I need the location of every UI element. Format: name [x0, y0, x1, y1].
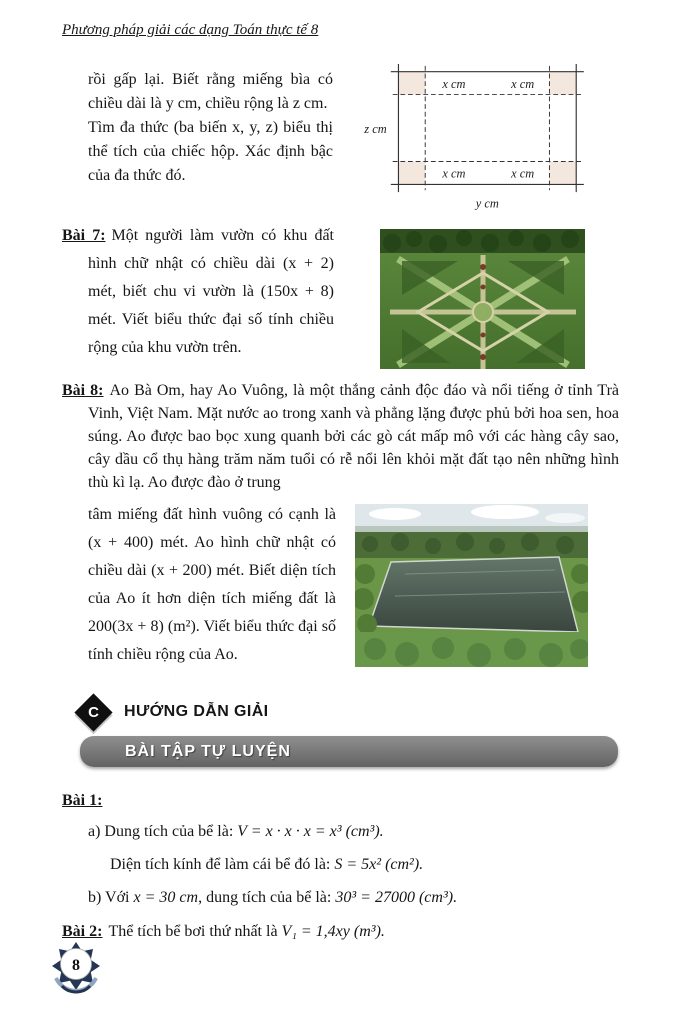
exercise-8: [62, 379, 619, 494]
page-number: 8: [72, 957, 80, 974]
solution-1-label: [62, 792, 108, 810]
practice-banner-title: BÀI TẬP TỰ LUYỆN: [125, 742, 291, 760]
solution-1b-line: [88, 889, 457, 907]
diagram-y-label: y cm: [475, 196, 499, 211]
section-c-diamond: [74, 693, 112, 731]
diagram-x-label-top-left: x cm: [442, 76, 466, 91]
solution-1-label-text: Bài 1:: [62, 792, 103, 809]
exercise-8-paragraph: [62, 379, 619, 494]
exercise-7-text: Một người làm vườn có khu đất hình chữ nhật có chiều dài (x + 2) mét, biết chu vi vườn là (150x + 8) mét. Viết biểu thức đại số tính chiều rộng của khu vườn trên.: [88, 227, 334, 356]
exercise-8-label: Bài 8:: [62, 382, 104, 399]
solution-2-prefix: Thể tích bể bơi thứ nhất là: [108, 923, 282, 940]
diagram-x-label-bottom-left: x cm: [442, 166, 466, 181]
diagram-z-label: z cm: [364, 121, 387, 136]
box-net-diagram: [358, 64, 588, 215]
diagram-x-label-top-right: x cm: [511, 76, 535, 91]
solution-1a-line: [88, 823, 384, 841]
solution-1b-mid: , dung tích của bể là:: [198, 889, 336, 906]
garden-photo: [380, 229, 585, 369]
diagram-x-label-bottom-right: x cm: [511, 166, 535, 181]
solution-2-formula: V₁ = 1,4xy (m³).: [281, 923, 385, 940]
intro-text-2: Tìm đa thức (ba biến x, y, z) biểu thị thể tích của chiếc hộp. Xác định bậc của đa thức đó.: [88, 119, 333, 184]
running-title: Phương pháp giải các dạng Toán thực tế 8: [62, 22, 319, 38]
section-c-title: HƯỚNG DẪN GIẢI: [124, 703, 269, 720]
exercise-7-paragraph: [62, 222, 334, 362]
practice-banner: [80, 736, 618, 767]
section-c-letter: C: [88, 704, 99, 721]
exercise-7-label: Bài 7:: [62, 227, 106, 244]
exercise-7: [62, 222, 334, 362]
solution-2-label: Bài 2:: [62, 923, 103, 940]
intro-text-1: rồi gấp lại. Biết rằng miếng bìa có chiều dài là y cm, chiều rộng là z cm.: [88, 71, 333, 112]
running-header: [62, 22, 318, 39]
solution-1b-prefix: b) Với: [88, 889, 134, 906]
intro-paragraph: [88, 68, 333, 188]
solution-2-line: [62, 923, 385, 941]
solution-1a-prefix: a) Dung tích của bể là:: [88, 823, 238, 840]
solution-1a2-line: [110, 856, 423, 874]
page-number-badge: [50, 938, 104, 996]
solution-1b-value: x = 30 cm: [133, 889, 199, 906]
solution-1a-formula: V = x · x · x = x³ (cm³).: [237, 823, 384, 840]
exercise-8-continued: tâm miếng đất hình vuông có cạnh là (x + 400) mét. Ao hình chữ nhật có chiều dài (x + 200) mét. Biết diện tích của Ao ít hơn diện tích miếng đất là 200(3x + 8) (m²). Viết biểu thức đại số tính chiều rộng của Ao.: [88, 506, 336, 663]
solution-1a2-formula: S = 5x² (cm²).: [334, 856, 424, 873]
exercise-8-text: Ao Bà Om, hay Ao Vuông, là một thắng cảnh độc đáo và nổi tiếng ở tỉnh Trà Vinh, Việt Nam. Mặt nước ao trong xanh và phẳng lặng được phủ bởi hoa sen, hoa súng. Ao được bao bọc xung quanh bởi các gò cát mấp mô với các hàng cây sao, cây dầu cổ thụ hàng trăm năm tuổi có rễ nổi lên khỏi mặt đất tạo nên những hình thù kì lạ. Ao được đào ở trung: [88, 382, 619, 491]
lake-photo: [355, 504, 588, 667]
solution-1a2-prefix: Diện tích kính để làm cái bể đó là:: [110, 856, 335, 873]
solution-1b-formula: 30³ = 27000 (cm³).: [335, 889, 458, 906]
